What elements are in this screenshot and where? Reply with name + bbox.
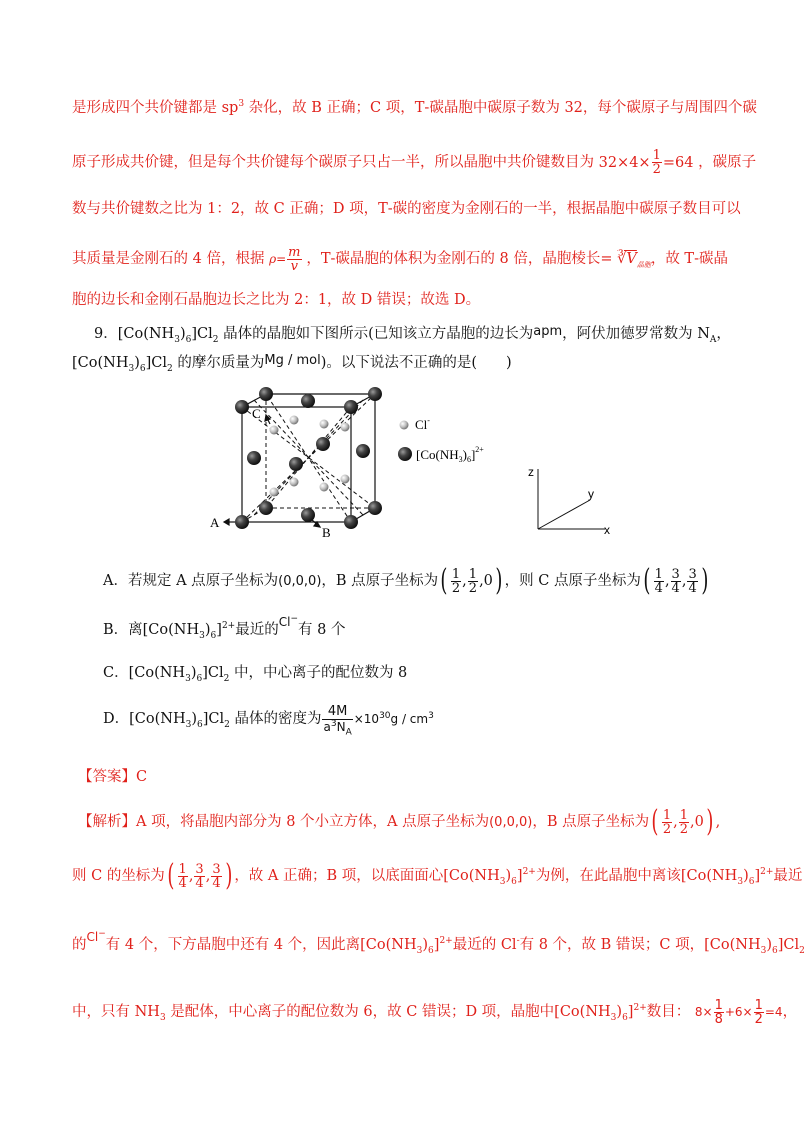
co-ion (259, 387, 273, 401)
formula-part: ρ= (269, 252, 287, 266)
option-c: C．$[Co(NH_3)_6]Cl_2$ 中，中心离子的配位数为 8 (103, 665, 408, 684)
text: 有 8 个 (298, 622, 346, 638)
text: 胞的边长和金刚石晶胞边长之比为 2：1，故 D 错误；故选 D。 (72, 292, 481, 308)
text: ，碳原子 (698, 154, 757, 171)
text: ]Cl (191, 326, 213, 342)
text: 其质量是金刚石的 4 倍，根据 (72, 251, 265, 267)
coordinate-C: ( $\frac{1}{4}$ , $\frac{3}{4}$ , $\frac{3}{4}$ ) (643, 563, 709, 598)
text: ，B 点原子坐标为 (532, 814, 650, 830)
para1-line4 (72, 246, 738, 273)
analysis-line3: 的$^{Cl^-}$有 4 个，下方晶胞中还有 4 个，因此离$[Co(NH_3)_6]^{2+}$最近的 Cl-有 8 个，故 B 错误；C 项，$[Co(NH_3)_6]Cl_2$ (72, 929, 805, 956)
text: [Co(NH (72, 355, 129, 371)
molar-mass-unit: Mg / mol (264, 353, 321, 368)
text: 原子形成共价键，但是每个共价键每个碳原子只占一半，所以晶胞中共价键数目为 (72, 154, 594, 171)
text: 中，中心离子的配位数为 8 (229, 665, 408, 681)
cl-ion (290, 478, 299, 487)
co-ion (344, 515, 358, 529)
text: 数与共价键数之比为 1：2，故 C 正确；D 项，T‑碳的密度为金刚石的一半，根据晶胞中碳原子数目可以 (72, 201, 741, 217)
fraction (652, 149, 662, 176)
chloride-symbol: Cl (86, 930, 99, 944)
subscript: 2 (167, 363, 173, 374)
text: 晶体的密度为 (229, 711, 322, 727)
para1-line5 (72, 290, 738, 310)
coordinate-C: ( $\frac{1}{4}$ , $\frac{3}{4}$ , $\frac{3}{4}$ ) (167, 858, 232, 893)
subscript: 3 (128, 363, 135, 374)
text: ，阿伏加德罗常数为 N (562, 326, 710, 342)
subscript: 6 (139, 363, 146, 374)
question9-line2 (72, 351, 738, 373)
count-formula: 8× $\frac{1}{8}$ +6× $\frac{1}{2}$ =4 (694, 998, 783, 1027)
numerator: 1 (652, 148, 661, 163)
text: ]Cl (145, 355, 168, 371)
para1-line3 (72, 199, 741, 219)
text: ，B 点原子坐标为 (321, 573, 439, 589)
cl-ion (270, 426, 279, 435)
para1-line1 (72, 98, 757, 118)
subscript: 6 (185, 334, 192, 345)
co-ion (368, 387, 382, 401)
root-sign: ∛V (617, 251, 637, 267)
co-ion (301, 394, 315, 408)
text: ，T‑碳晶胞的体积为金刚石的 8 倍，晶胞棱长= (306, 251, 613, 267)
subscript: 2 (212, 334, 219, 345)
axis-y-label: y (588, 487, 594, 501)
option-a (103, 563, 738, 598)
text: 晶体的晶胞如下图所示(已知该立方晶胞的边长为 (218, 326, 534, 342)
axis-x-label: x (604, 523, 610, 537)
coordinate-A: (0,0,0) (489, 815, 533, 830)
text: ) (179, 326, 186, 342)
analysis-line1: 【解析】A 项，将晶胞内部分为 8 个小立方体，A 点原子坐标为(0,0,0)，B 点原子坐标为( $\frac{1}{2}$ , $\frac{1}{2}$ ,0) , (78, 804, 721, 839)
analysis-line4: 中，只有 $NH_3$ 是配体，中心离子的配位数为 6，故 C 错误；D 项，晶胞中$[Co(NH_3)_6]^{2+}$数目： 8× $\frac{1}{8}$ +6× $\frac{1}{2}$ =4， (72, 998, 798, 1027)
text: 【解析】A 项，将晶胞内部分为 8 个小立方体，A 点原子坐标为 (78, 814, 490, 830)
text: 的摩尔质量为 (172, 355, 265, 371)
formula (598, 148, 698, 177)
option-b: B．离$[Co(NH_3)_6]^{2+}$最近的$^{Cl^-}$有 8 个 (103, 614, 346, 641)
para1-line2 (72, 148, 757, 177)
cube-root (617, 251, 651, 267)
coordinate-B: ( $\frac{1}{2}$ , $\frac{1}{2}$ ,0) (651, 804, 714, 839)
coordinate-A: (0,0,0) (278, 574, 322, 589)
axis-z-label: z (528, 465, 534, 479)
denominator: v (290, 259, 299, 274)
answer-label: 【答案】C (78, 769, 148, 785)
co-ion (259, 501, 273, 515)
numerator: m (288, 245, 301, 260)
text: 则 C 的坐标为 (72, 868, 165, 884)
co-ion (344, 400, 358, 414)
formula-part: 32×4× (598, 154, 651, 171)
text: ，则 C 点原子坐标为 (504, 573, 641, 589)
text: A．若规定 A 点原子坐标为 (103, 573, 279, 589)
subscript: 晶胞 (636, 260, 651, 269)
co-ion (368, 501, 382, 515)
text: 杂化，故 B 正确；C 项，T‑碳晶胞中碳原子数为 32，每个碳原子与周围四个碳 (244, 100, 757, 116)
subscript: 3 (174, 334, 180, 345)
text: ) (134, 355, 140, 371)
crystal-cell-diagram (210, 382, 630, 552)
superscript: 3 (238, 99, 245, 110)
subscript: A (709, 334, 717, 345)
denominator: 2 (652, 162, 661, 177)
cl-ion (290, 416, 299, 425)
legend-cl-label: Cl- (415, 416, 430, 432)
text: )。以下说法不正确的是( ) (320, 355, 512, 371)
co-ion (235, 515, 249, 529)
answer (78, 767, 738, 787)
text: D．[Co(NH (103, 711, 186, 727)
text: 9．[Co(NH (94, 326, 175, 342)
cl-ion (270, 488, 279, 497)
co-ion (247, 451, 261, 465)
text: B．离[Co(NH (103, 622, 200, 638)
co-ion (316, 437, 330, 451)
text: ，故 T‑碳晶 (650, 251, 729, 267)
edge-length-unit: apm (533, 324, 563, 339)
legend-co-label: $[Co(NH_3)_6]^{2+}$ (416, 445, 484, 464)
density-units: $\times 10^{30}g / cm^3$ (353, 711, 434, 726)
co-ion (301, 508, 315, 522)
coordinate-axes (538, 469, 605, 529)
text: 是形成四个共价键都是 sp (72, 100, 239, 116)
chloride-symbol: Cl (278, 615, 291, 629)
cl-ion (341, 423, 350, 432)
formula-part: =64 (662, 154, 694, 171)
label-A: A (210, 515, 220, 530)
co-ion (289, 457, 303, 471)
co-ion (356, 444, 370, 458)
label-B: B (322, 525, 331, 540)
coordinate-B: ( $\frac{1}{2}$ , $\frac{1}{2}$ ,0) (440, 563, 503, 598)
question9-line1 (94, 322, 738, 344)
density-formula (269, 245, 306, 274)
analysis-line2: 则 C 的坐标为( $\frac{1}{4}$ , $\frac{3}{4}$ , $\frac{3}{4}$ ) ，故 A 正确；B 项，以底面面心$[Co(NH_3)_6]^{2+}$为例，在此晶胞中离该$[Co(NH_3)_6]^{2+}$最近 (72, 858, 803, 893)
cl-ion (320, 483, 329, 492)
label-C: C (252, 406, 261, 421)
text: ， (716, 326, 731, 342)
cl-ion (341, 475, 350, 484)
legend-co-marker (398, 447, 412, 461)
option-d: D．$[Co(NH_3)_6]Cl_2$ 晶体的密度为 $\frac{4M}{a^3N_A}$ $\times 10^{30}g / cm^3$ (103, 703, 434, 737)
text: C．[Co(NH (103, 665, 186, 681)
density-fraction: $\frac{4M}{a^3N_A}$ (323, 703, 352, 737)
legend-cl-marker (400, 421, 409, 430)
fraction (287, 246, 301, 273)
co-ion (235, 400, 249, 414)
cl-ion (320, 420, 329, 429)
